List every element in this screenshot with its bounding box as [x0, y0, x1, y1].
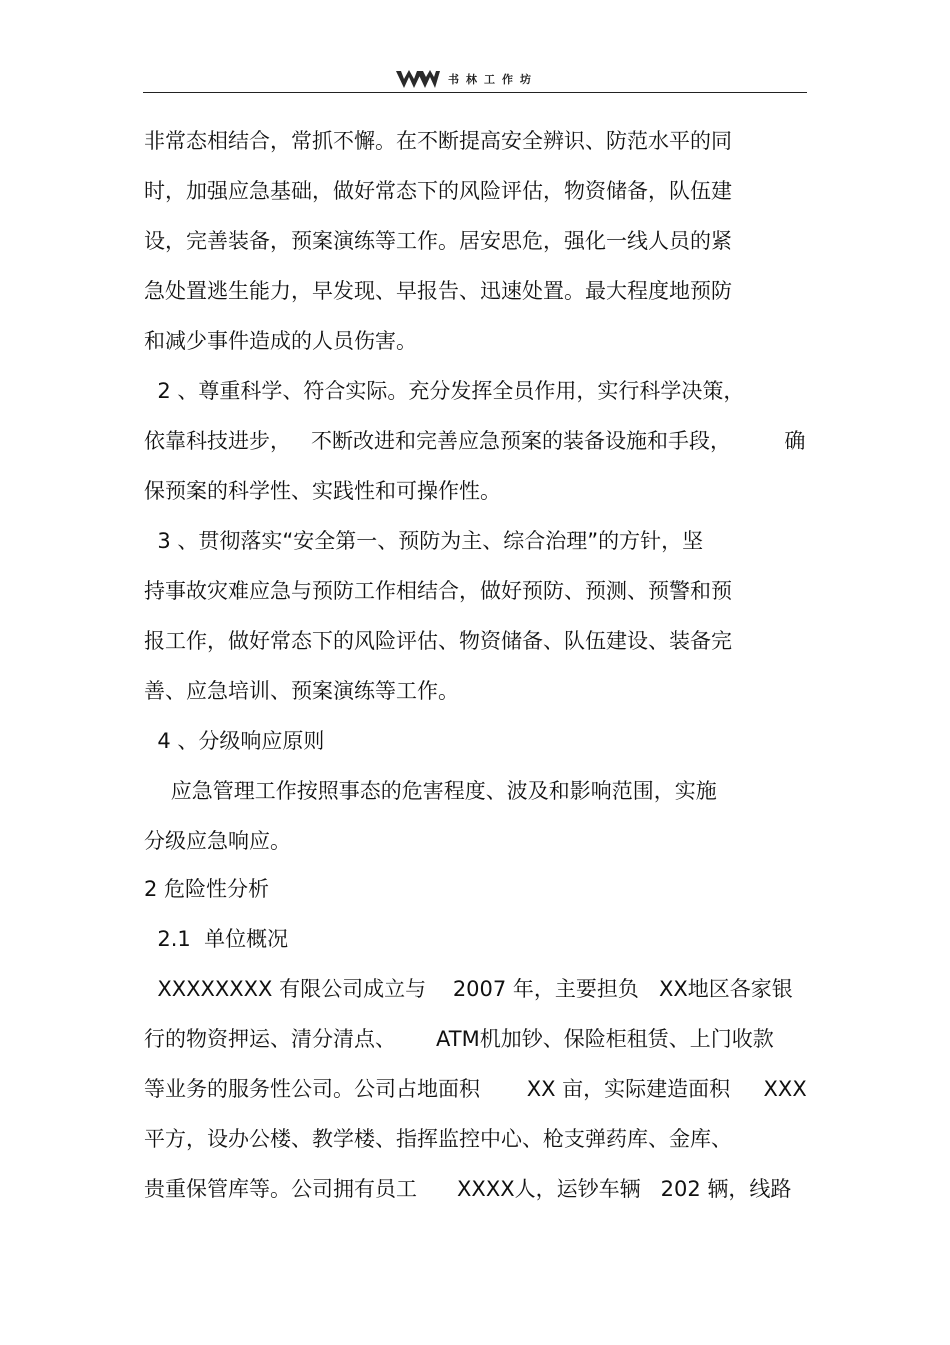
brand-name: 书林工作坊 [448, 73, 538, 86]
text-line: 2 、尊重科学、符合实际。充分发挥全员作用，实行科学决策， [144, 379, 745, 403]
text-line: 报工作，做好常态下的风险评估、物资储备、队伍建设、装备完 [144, 629, 732, 653]
text-line: 设，完善装备，预案演练等工作。居安思危，强化一线人员的紧 [144, 229, 732, 253]
text-line: 保预案的科学性、实践性和可操作性。 [144, 479, 501, 503]
text-line: XXXXXXXX 有限公司成立与 2007 年，主要担负 XX地区各家银 [144, 977, 793, 1001]
page-header [143, 66, 807, 93]
text-line: 4 、分级响应原则 [144, 729, 325, 753]
logo-icon [395, 68, 441, 90]
text-line: 等业务的服务性公司。公司占地面积 XX 亩，实际建造面积 XXX [144, 1077, 807, 1101]
text-line: 依靠科技进步， 不断改进和完善应急预案的装备设施和手段， 确 [144, 429, 806, 453]
text-line: 3 、贯彻落实“安全第一、预防为主、综合治理”的方针，坚 [144, 529, 704, 553]
text-line: 2.1 单位概况 [144, 927, 289, 951]
text-line: 善、应急培训、预案演练等工作。 [144, 679, 459, 703]
text-line: 行的物资押运、清分清点、 ATM机加钞、保险柜租赁、上门收款 [144, 1027, 774, 1051]
text-line: 分级应急响应。 [144, 829, 291, 853]
text-line: 持事故灾难应急与预防工作相结合，做好预防、预测、预警和预 [144, 579, 732, 603]
text-line: 应急管理工作按照事态的危害程度、波及和影响范围，实施 [144, 779, 717, 803]
text-line: 非常态相结合，常抓不懈。在不断提高安全辨识、防范水平的同 [144, 129, 732, 153]
text-line: 平方，设办公楼、教学楼、指挥监控中心、枪支弹药库、金库、 [144, 1127, 732, 1151]
text-line: 急处置逃生能力，早发现、早报告、迅速处置。最大程度地预防 [144, 279, 732, 303]
text-line: 时，加强应急基础，做好常态下的风险评估，物资储备，队伍建 [144, 179, 732, 203]
text-line: 和减少事件造成的人员伤害。 [144, 329, 417, 353]
text-line: 2 危险性分析 [144, 877, 270, 901]
text-line: 贵重保管库等。公司拥有员工 XXXX人，运钞车辆 202 辆，线路 [144, 1177, 792, 1201]
